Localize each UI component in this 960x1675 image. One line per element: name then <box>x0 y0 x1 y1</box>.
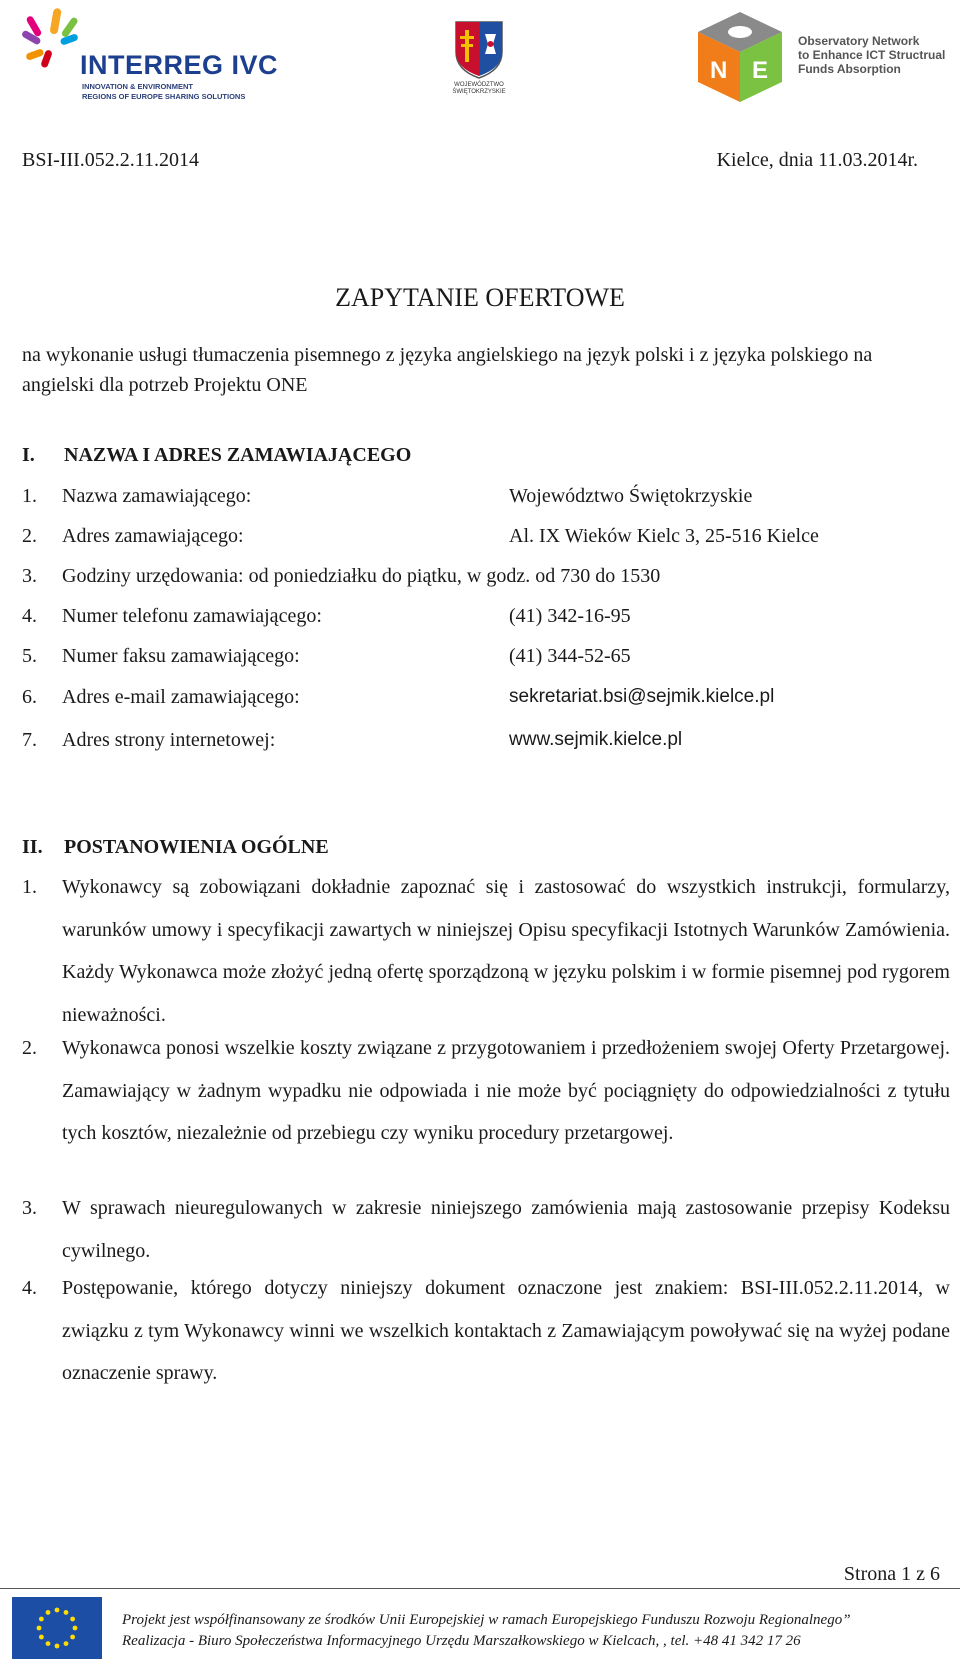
voivodeship-crest <box>448 18 510 103</box>
list-item: 2. Adres zamawiającego: Al. IX Wieków Kielc 3, 25-516 Kielce <box>22 525 819 547</box>
svg-text:E: E <box>752 57 769 84</box>
list-item: 7. Adres strony internetowej: www.sejmik.kielce.pl <box>22 729 683 751</box>
email-link[interactable]: sekretariat.bsi@sejmik.kielce.pl <box>509 686 775 707</box>
crest-caption: WOJEWÓDZTWO ŚWIĘTOKRZYSKIE <box>452 82 506 95</box>
list-item: 6. Adres e-mail zamawiającego: sekretariat.bsi@sejmik.kielce.pl <box>22 686 775 708</box>
list-item: 1. Nazwa zamawiającego: Województwo Świętokrzyskie <box>22 485 753 507</box>
one-project-logo <box>690 10 955 110</box>
interreg-wordmark: INTERREG IVC <box>80 50 279 80</box>
svg-text:N: N <box>710 57 728 84</box>
one-tagline: Observatory Network to Enhance ICT Structrual Funds Absorption <box>798 34 946 76</box>
footer-contact: Realizacja - Biuro Społeczeństwa Informacyjnego Urzędu Marszałkowskiego w Kielcach, , tel. +48 41 342 17 26 <box>122 1633 801 1649</box>
coat-of-arms-icon <box>448 18 510 80</box>
document-intro: na wykonanie usługi tłumaczenia pisemnego z języka angielskiego na język polski i z języka polskiego na angielski dla potrzeb Projektu ONE <box>22 344 873 396</box>
section-2-heading: II. POSTANOWIENIA OGÓLNE <box>22 836 329 858</box>
document-date: Kielce, dnia 11.03.2014r. <box>716 149 918 171</box>
one-cube-icon <box>690 10 790 105</box>
list-item: 3. Godziny urzędowania: od poniedziałku do piątku, w godz. od 730 do 1530 <box>22 565 661 587</box>
list-item: 4. Numer telefonu zamawiającego: (41) 342-16-95 <box>22 605 631 627</box>
eu-stars-icon <box>12 1597 102 1659</box>
footer-divider <box>0 1588 960 1589</box>
website-link[interactable]: www.sejmik.kielce.pl <box>509 729 683 750</box>
reference-number: BSI-III.052.2.11.2014 <box>22 149 200 171</box>
list-item: 5. Numer faksu zamawiającego: (41) 344-52-65 <box>22 645 631 667</box>
header-logos <box>0 0 960 120</box>
page-number: Strona 1 z 6 <box>843 1563 940 1585</box>
interreg-star-icon <box>22 6 82 76</box>
interreg-logo <box>22 6 292 101</box>
interreg-subtitle-1: INNOVATION & ENVIRONMENT <box>82 82 193 91</box>
section-1-heading: I. NAZWA I ADRES ZAMAWIAJĄCEGO <box>22 444 412 466</box>
document-title: ZAPYTANIE OFERTOWE <box>335 283 625 312</box>
interreg-subtitle-2: REGIONS OF EUROPE SHARING SOLUTIONS <box>82 92 246 101</box>
footer-cofinancing-note: Projekt jest współfinansowany ze środków Unii Europejskiej w ramach Europejskiego Funduszu Rozwoju Regionalnego” <box>122 1612 851 1628</box>
eu-flag-icon <box>12 1597 102 1659</box>
